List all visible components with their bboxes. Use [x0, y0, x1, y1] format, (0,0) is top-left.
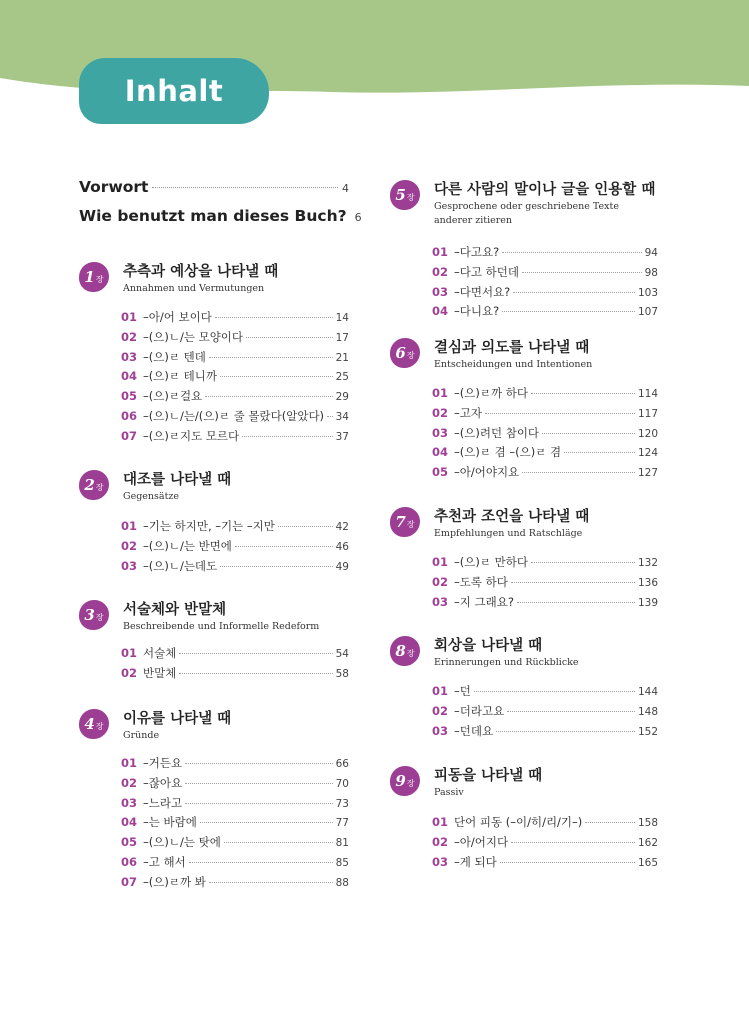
- lesson-title: –(으)ㄹ까 하다: [454, 386, 528, 400]
- lesson-number: 02: [432, 405, 449, 420]
- toc-entry-title: Vorwort: [79, 178, 149, 196]
- lesson-title: –(으)ㄴ/는 탓에: [143, 835, 221, 850]
- lesson-number: 01: [432, 815, 449, 829]
- lesson-number: 07: [121, 874, 138, 889]
- lesson-page: 29: [335, 391, 349, 404]
- lesson-title: –고 해서: [143, 855, 186, 869]
- toc-entry-how-to-use[interactable]: [79, 207, 362, 225]
- chapter-subtitle: Passiv: [434, 787, 464, 798]
- lesson-title: –던: [454, 684, 471, 698]
- lesson-title: –(으)ㄹ지도 모르다: [143, 428, 240, 443]
- lesson-entry[interactable]: [432, 284, 658, 302]
- lesson-title: –다고 하던데: [454, 264, 519, 279]
- chapter-suffix: 장: [95, 275, 104, 284]
- lesson-page: 58: [335, 667, 349, 680]
- lesson-entry[interactable]: [432, 723, 658, 741]
- leader-dots: [185, 803, 333, 804]
- chapter-number-badge: [79, 600, 109, 630]
- leader-dots: [152, 187, 338, 188]
- lesson-entry[interactable]: [121, 518, 349, 536]
- lesson-page: 37: [335, 430, 349, 443]
- lesson-page: 165: [637, 856, 658, 869]
- toc-entry-title: Wie benutzt man dieses Buch?: [79, 207, 347, 225]
- chapter-suffix: 장: [95, 483, 104, 492]
- chapter-number: 9: [395, 772, 406, 790]
- leader-dots: [235, 546, 333, 547]
- lesson-entry[interactable]: [432, 574, 658, 592]
- lesson-entry[interactable]: [432, 594, 658, 612]
- lesson-page: 25: [335, 371, 349, 384]
- lesson-page: 73: [335, 797, 349, 810]
- chapter-subtitle: Erinnerungen und Rückblicke: [434, 657, 579, 668]
- lesson-title: –도록 하다: [454, 574, 508, 589]
- lesson-number: 03: [121, 795, 138, 810]
- lesson-number: 03: [432, 594, 449, 609]
- lesson-number: 07: [121, 428, 138, 443]
- lesson-entry[interactable]: [121, 329, 349, 347]
- lesson-number: 04: [121, 369, 138, 384]
- chapter-suffix: 장: [406, 779, 415, 788]
- leader-dots: [200, 822, 333, 823]
- lesson-entry[interactable]: [121, 854, 349, 872]
- chapter-number-badge: [390, 180, 420, 210]
- lesson-page: 14: [335, 312, 349, 324]
- lesson-entry[interactable]: [121, 665, 349, 683]
- lesson-entry[interactable]: [432, 464, 658, 482]
- lesson-title: –아/어지다: [454, 834, 509, 849]
- lesson-title: 단어 피동 (–이/히/리/기–): [454, 815, 583, 829]
- lesson-page: 120: [637, 427, 658, 440]
- leader-dots: [220, 566, 332, 567]
- lesson-number: 06: [121, 855, 138, 869]
- lesson-page: 98: [644, 266, 658, 279]
- lesson-number: 05: [432, 465, 449, 480]
- lesson-title: –(으)려던 참이다: [454, 425, 540, 440]
- lesson-page: 81: [335, 837, 349, 850]
- lesson-page: 117: [637, 407, 658, 420]
- lesson-page: 34: [335, 411, 349, 423]
- lesson-page: 85: [335, 857, 349, 869]
- lesson-page: 54: [335, 648, 349, 660]
- lesson-title: –(으)ㄹ까 봐: [143, 874, 206, 889]
- lesson-number: 04: [121, 815, 138, 830]
- lesson-entry[interactable]: [121, 645, 349, 663]
- lesson-number: 02: [121, 329, 138, 344]
- leader-dots: [517, 602, 635, 603]
- leader-dots: [209, 882, 333, 883]
- lesson-number: 05: [121, 389, 138, 404]
- toc-entry-page: 4: [342, 182, 349, 195]
- leader-dots: [511, 582, 635, 583]
- leader-dots: [531, 393, 635, 394]
- lesson-entry[interactable]: [121, 388, 349, 406]
- lesson-title: –느라고: [143, 795, 183, 810]
- lesson-page: 94: [644, 247, 658, 259]
- leader-dots: [522, 272, 642, 273]
- chapter-suffix: 장: [406, 351, 415, 360]
- chapter-title: 피동을 나타낼 때: [434, 768, 543, 784]
- lesson-title: –는 바람에: [143, 815, 197, 830]
- chapter-title: 추측과 예상을 나타낼 때: [123, 264, 279, 280]
- leader-dots: [327, 416, 333, 417]
- chapter-number: 6: [395, 344, 406, 362]
- chapter-title: 서술체와 반말체: [123, 602, 227, 618]
- leader-dots: [496, 731, 635, 732]
- lesson-entry[interactable]: [121, 775, 349, 793]
- lesson-title: –(으)ㄹ 텐데: [143, 349, 206, 364]
- chapter-suffix: 장: [406, 649, 415, 658]
- chapter-number: 3: [84, 606, 95, 624]
- lesson-number: 02: [432, 834, 449, 849]
- lesson-title: –거든요: [143, 756, 183, 770]
- lesson-entry[interactable]: [432, 244, 658, 262]
- lesson-title: –(으)ㄴ/는데도: [143, 558, 218, 573]
- lesson-entry[interactable]: [121, 874, 349, 892]
- chapter-title: 결심과 의도를 나타낼 때: [434, 340, 590, 356]
- leader-dots: [246, 337, 333, 338]
- lesson-title: –다고요?: [454, 245, 500, 259]
- leader-dots: [205, 396, 332, 397]
- leader-dots: [179, 673, 332, 674]
- lesson-number: 05: [121, 835, 138, 850]
- toc-entry-vorwort[interactable]: [79, 178, 349, 196]
- lesson-title: –(으)ㄹ걸요: [143, 389, 203, 404]
- lesson-number: 03: [432, 854, 449, 869]
- lesson-page: 46: [335, 540, 349, 553]
- lesson-title: 서술체: [143, 646, 177, 660]
- lesson-page: 49: [335, 560, 349, 573]
- lesson-entry[interactable]: [432, 264, 658, 282]
- chapter-number: 7: [395, 513, 406, 531]
- leader-dots: [185, 763, 333, 764]
- chapter-number-badge: [79, 262, 109, 292]
- lesson-entry[interactable]: [121, 795, 349, 813]
- lesson-title: –더라고요: [454, 703, 505, 718]
- leader-dots: [485, 413, 635, 414]
- chapter-subtitle: Annahmen und Vermutungen: [123, 283, 265, 294]
- lesson-number: 03: [432, 425, 449, 440]
- leader-dots: [215, 317, 333, 318]
- lesson-page: 107: [637, 306, 658, 319]
- leader-dots: [502, 252, 641, 253]
- lesson-title: –게 되다: [454, 854, 497, 869]
- chapter-number: 4: [84, 715, 95, 733]
- lesson-page: 139: [637, 596, 658, 609]
- lesson-page: 158: [637, 817, 658, 829]
- chapter-suffix: 장: [406, 193, 415, 202]
- lesson-number: 01: [121, 646, 138, 660]
- lesson-entry[interactable]: [432, 554, 658, 572]
- lesson-page: 103: [637, 286, 658, 299]
- leader-dots: [189, 862, 333, 863]
- lesson-title: –(으)ㄴ/는 모양이다: [143, 329, 244, 344]
- lesson-number: 02: [121, 538, 138, 553]
- lesson-page: 127: [637, 467, 658, 480]
- lesson-title: –기는 하지만, –기는 –지만: [143, 519, 275, 533]
- chapter-subtitle: Gründe: [123, 730, 160, 741]
- lesson-page: 42: [335, 521, 349, 533]
- chapter-subtitle: Gegensätze: [123, 491, 180, 502]
- lesson-title: –지 그래요?: [454, 594, 514, 609]
- lesson-page: 148: [637, 705, 658, 718]
- leader-dots: [513, 292, 635, 293]
- chapter-number-badge: [390, 636, 420, 666]
- leader-dots: [542, 433, 635, 434]
- lesson-number: 03: [432, 723, 449, 738]
- lesson-number: 02: [121, 665, 138, 680]
- lesson-entry[interactable]: [121, 349, 349, 367]
- leader-dots: [564, 452, 635, 453]
- leader-dots: [278, 526, 333, 527]
- lesson-page: 124: [637, 447, 658, 460]
- leader-dots: [502, 311, 635, 312]
- toc-entry-page: 6: [354, 211, 362, 224]
- lesson-entry[interactable]: [432, 425, 658, 443]
- chapter-suffix: 장: [406, 520, 415, 529]
- chapter-title: 이유를 나타낼 때: [123, 711, 232, 727]
- lesson-title: 반말체: [143, 665, 177, 680]
- lesson-entry[interactable]: [432, 683, 658, 701]
- lesson-entry[interactable]: [121, 408, 349, 426]
- lesson-entry[interactable]: [432, 444, 658, 462]
- lesson-entry[interactable]: [121, 538, 349, 556]
- chapter-title: 추천과 조언을 나타낼 때: [434, 509, 590, 525]
- chapter-number: 2: [84, 476, 95, 494]
- lesson-number: 03: [121, 558, 138, 573]
- chapter-number-badge: [79, 470, 109, 500]
- leader-dots: [531, 562, 635, 563]
- leader-dots: [242, 436, 332, 437]
- lesson-number: 02: [121, 775, 138, 790]
- lesson-entry[interactable]: [121, 428, 349, 446]
- leader-dots: [185, 783, 333, 784]
- lesson-entry[interactable]: [121, 755, 349, 773]
- lesson-title: –고자: [454, 405, 482, 420]
- lesson-entry[interactable]: [121, 558, 349, 576]
- lesson-title: –잖아요: [143, 775, 183, 790]
- lesson-entry[interactable]: [121, 814, 349, 832]
- lesson-title: –(으)ㄴ/는/(으)ㄹ 줄 몰랐다(알았다): [143, 409, 325, 423]
- lesson-entry[interactable]: [121, 834, 349, 852]
- lesson-number: 04: [432, 445, 449, 460]
- lesson-entry[interactable]: [432, 405, 658, 423]
- lesson-number: 01: [432, 684, 449, 698]
- lesson-page: 114: [637, 388, 658, 400]
- chapter-number-badge: [79, 709, 109, 739]
- leader-dots: [220, 376, 333, 377]
- lesson-number: 02: [432, 264, 449, 279]
- leader-dots: [209, 357, 333, 358]
- lesson-page: 66: [335, 758, 349, 770]
- chapter-title: 대조를 나타낼 때: [123, 472, 232, 488]
- lesson-entry[interactable]: [432, 703, 658, 721]
- lesson-page: 144: [637, 686, 658, 698]
- lesson-page: 21: [335, 351, 349, 364]
- lesson-number: 01: [121, 310, 138, 324]
- chapter-number: 5: [395, 186, 406, 204]
- chapter-suffix: 장: [95, 722, 104, 731]
- chapter-number-badge: [390, 766, 420, 796]
- leader-dots: [474, 691, 635, 692]
- chapter-number-badge: [390, 338, 420, 368]
- lesson-page: 136: [637, 576, 658, 589]
- chapter-number: 8: [395, 642, 406, 660]
- lesson-number: 01: [121, 756, 138, 770]
- lesson-entry[interactable]: [432, 814, 658, 832]
- lesson-page: 17: [335, 331, 349, 344]
- lesson-entry[interactable]: [432, 385, 658, 403]
- leader-dots: [522, 472, 635, 473]
- chapter-title: 회상을 나타낼 때: [434, 638, 543, 654]
- lesson-page: 77: [335, 817, 349, 830]
- chapter-subtitle: Beschreibende und Informelle Redeform: [123, 621, 320, 632]
- lesson-number: 06: [121, 409, 138, 423]
- lesson-title: –(으)ㄹ 겸 –(으)ㄹ 겸: [454, 445, 562, 460]
- lesson-title: –던데요: [454, 723, 494, 738]
- lesson-title: –(으)ㄴ/는 반면에: [143, 538, 232, 553]
- chapter-subtitle: Gesprochene oder geschriebene Texte anderer zitieren: [434, 201, 619, 226]
- lesson-entry[interactable]: [121, 309, 349, 327]
- page-title: Inhalt: [124, 74, 224, 108]
- lesson-number: 02: [432, 703, 449, 718]
- lesson-page: 152: [637, 725, 658, 738]
- chapter-title: 다른 사람의 말이나 글을 인용할 때: [434, 182, 656, 198]
- lesson-title: –(으)ㄹ 테니까: [143, 369, 217, 384]
- leader-dots: [224, 842, 333, 843]
- lesson-number: 03: [121, 349, 138, 364]
- lesson-number: 03: [432, 284, 449, 299]
- lesson-title: –다니요?: [454, 304, 500, 319]
- leader-dots: [511, 842, 635, 843]
- chapter-subtitle: Entscheidungen und Intentionen: [434, 359, 593, 370]
- lesson-page: 70: [335, 777, 349, 790]
- lesson-title: –아/어야지요: [454, 465, 520, 480]
- lesson-page: 88: [335, 876, 349, 889]
- lesson-entry[interactable]: [121, 368, 349, 386]
- chapter-subtitle: Empfehlungen und Ratschläge: [434, 528, 583, 539]
- leader-dots: [507, 711, 635, 712]
- lesson-page: 162: [637, 836, 658, 849]
- page-title-badge: [79, 58, 269, 124]
- lesson-page: 132: [637, 557, 658, 569]
- lesson-entry[interactable]: [432, 854, 658, 872]
- lesson-entry[interactable]: [432, 834, 658, 852]
- lesson-title: –(으)ㄹ 만하다: [454, 555, 528, 569]
- leader-dots: [500, 862, 635, 863]
- chapter-number-badge: [390, 507, 420, 537]
- chapter-suffix: 장: [95, 613, 104, 622]
- lesson-number: 02: [432, 574, 449, 589]
- lesson-number: 04: [432, 304, 449, 319]
- lesson-number: 01: [121, 519, 138, 533]
- lesson-number: 01: [432, 386, 449, 400]
- lesson-number: 01: [432, 245, 449, 259]
- lesson-number: 01: [432, 555, 449, 569]
- lesson-title: –다면서요?: [454, 284, 511, 299]
- lesson-entry[interactable]: [432, 303, 658, 321]
- lesson-title: –아/어 보이다: [143, 310, 212, 324]
- leader-dots: [585, 822, 635, 823]
- chapter-number: 1: [84, 268, 95, 286]
- leader-dots: [179, 653, 332, 654]
